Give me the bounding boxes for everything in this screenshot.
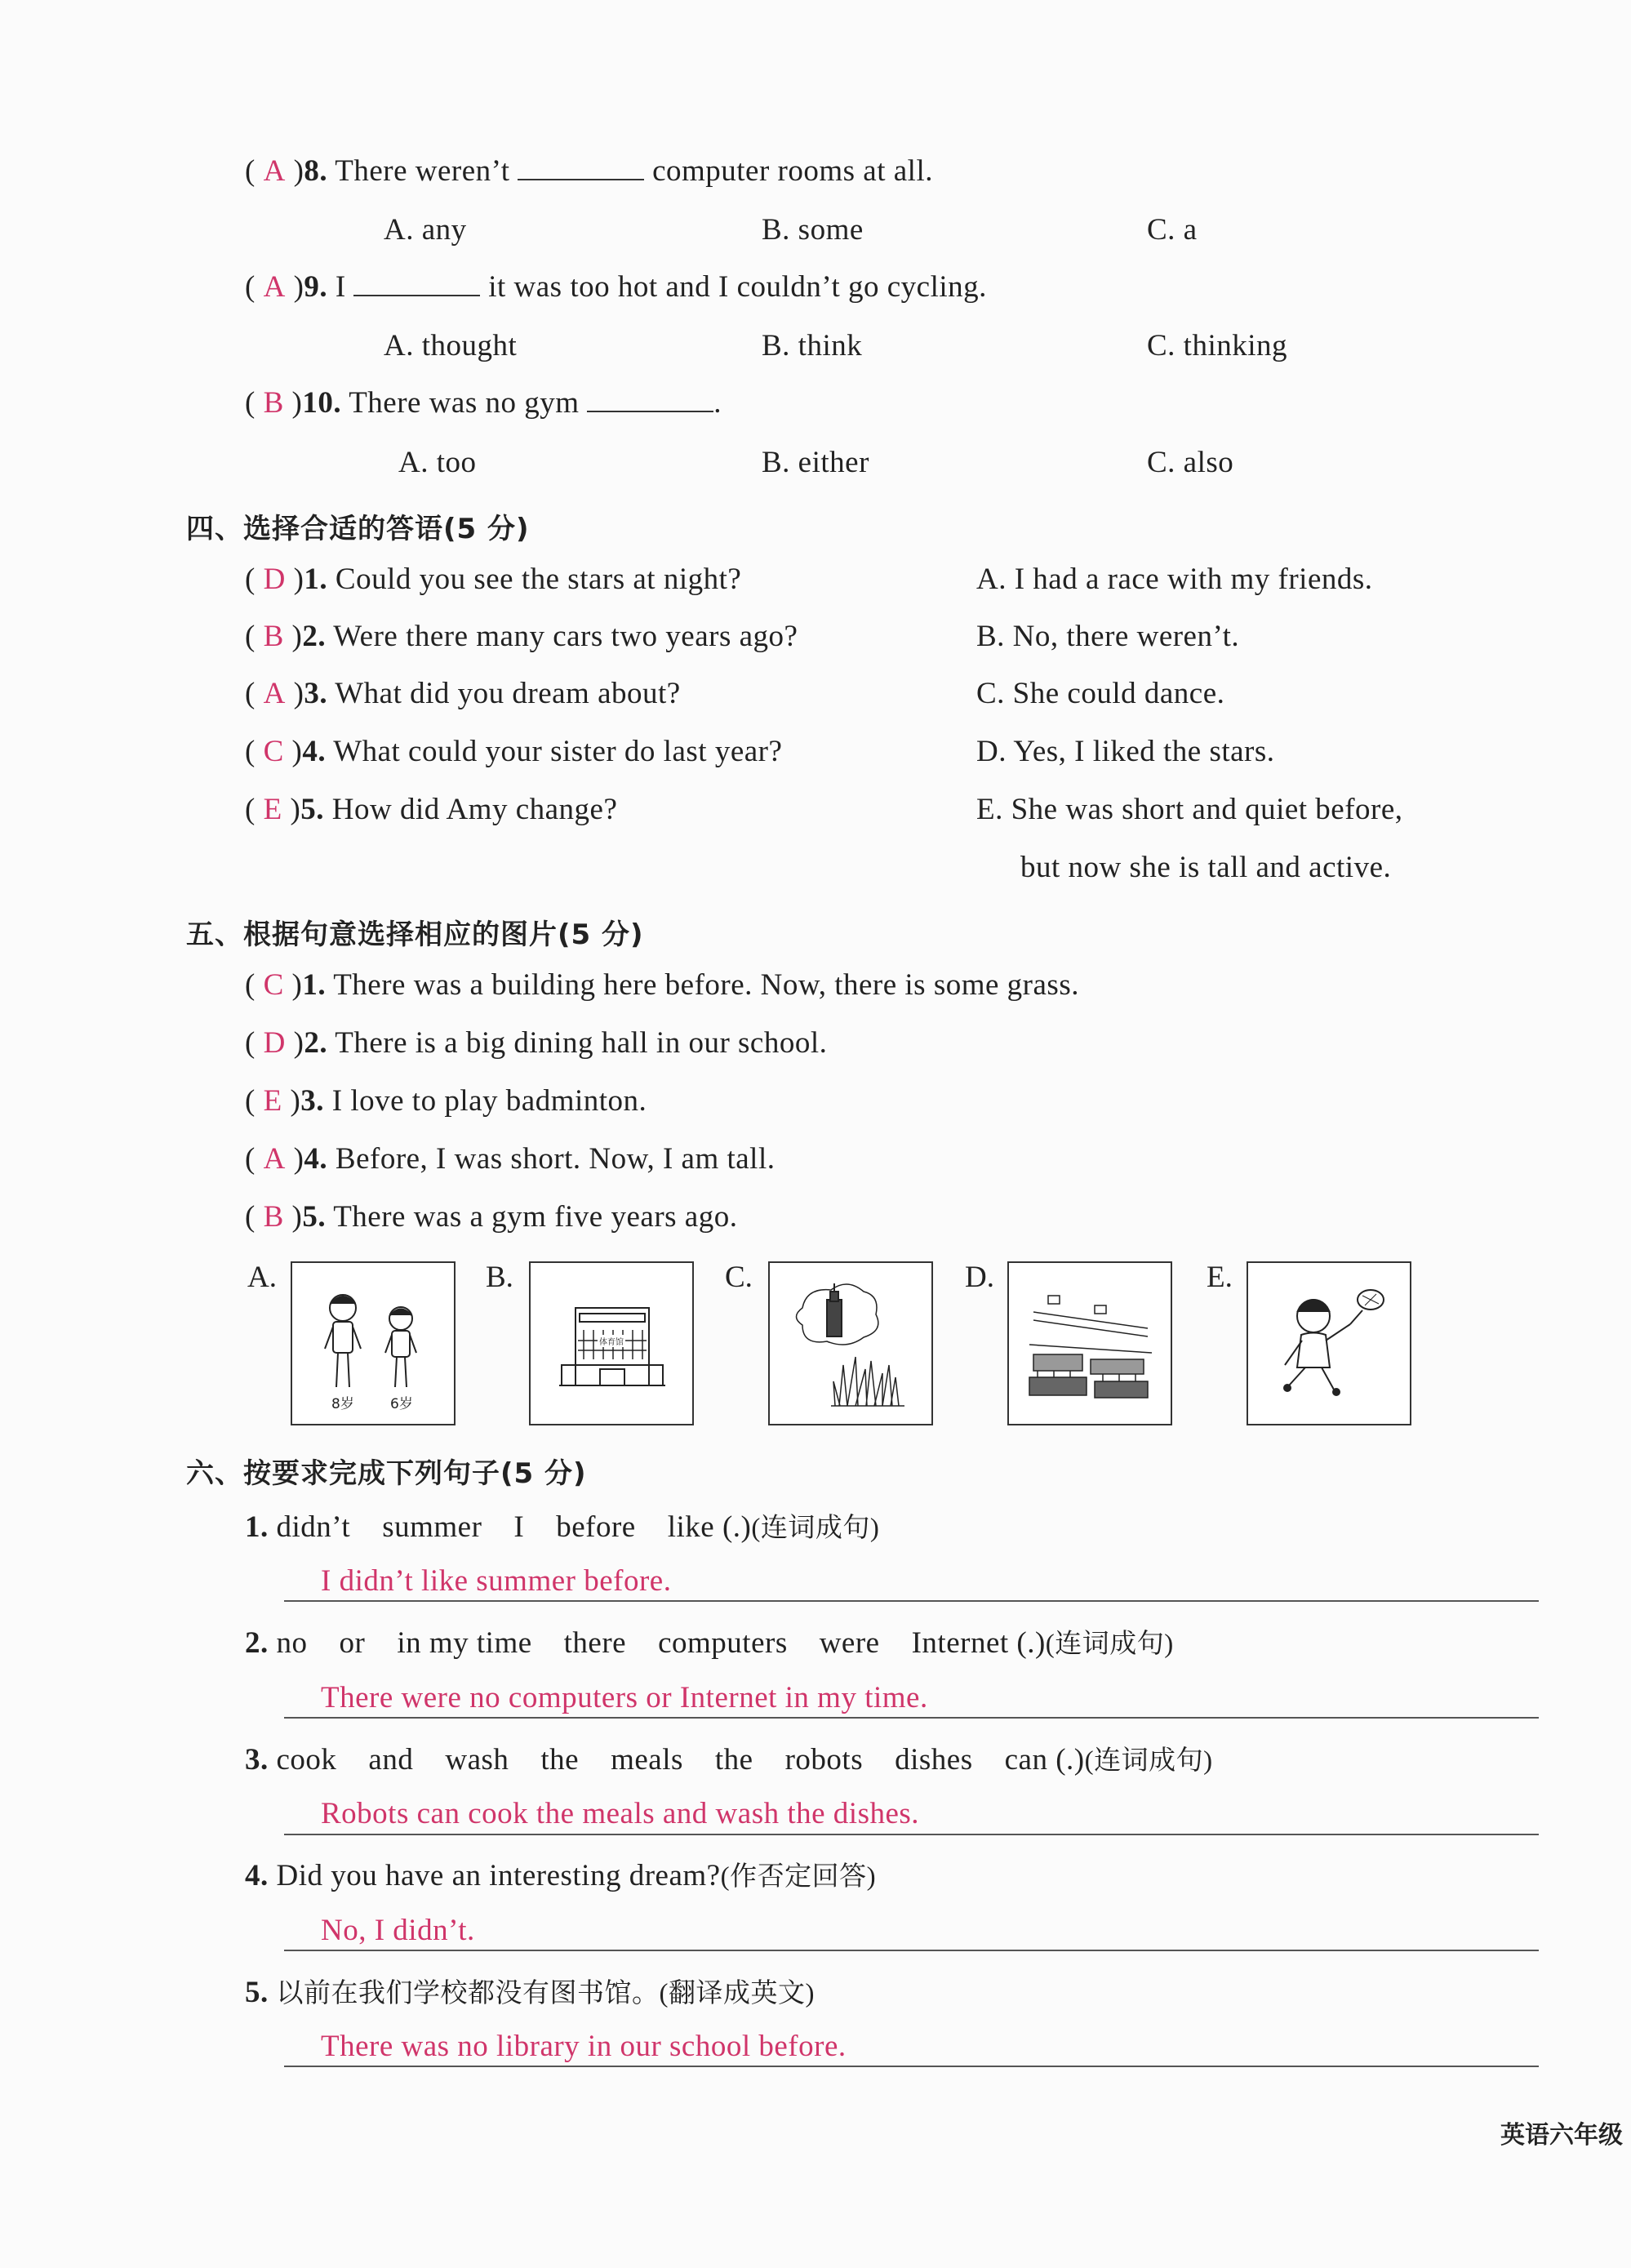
s5-q4-text: Before, I was short. Now, I am tall.: [335, 1142, 776, 1176]
s4-q3-num: 3.: [304, 677, 328, 710]
s3-q9-answer: A: [263, 270, 286, 304]
s6-q5-num: 5.: [245, 1976, 269, 2009]
s4-q3-answer: A: [263, 677, 286, 710]
s5-q3-answer: E: [263, 1084, 282, 1118]
s5-q3-text: I love to play badminton.: [331, 1084, 647, 1118]
s4-q3: ( A )3. What did you dream about?: [245, 677, 681, 710]
s4-q4-answer: C: [263, 735, 284, 768]
s5-q2-answer: D: [263, 1026, 286, 1060]
s3-q8-opt-b: B. some: [762, 213, 864, 247]
s6-q4-answer: No, I didn’t.: [321, 1914, 475, 1947]
s6-q5-instruction: (翻译成英文): [659, 1979, 815, 2008]
s5-q1-text: There was a building here before. Now, there is some grass.: [333, 968, 1079, 1002]
s4-q5-num: 5.: [300, 793, 325, 826]
s5-pic-d: [1007, 1261, 1172, 1425]
s3-q8-num: 8.: [304, 154, 328, 188]
s3-q8-answer: A: [263, 154, 286, 188]
s3-q9-num: 9.: [304, 270, 328, 304]
s5-q1: ( C )1. There was a building here before. Now, there is some grass.: [245, 968, 1079, 1002]
s4-q5-text: How did Amy change?: [331, 793, 618, 826]
s4-q2: ( B )2. Were there many cars two years ago?: [245, 620, 798, 653]
footer-label: 英语六年级: [1500, 2121, 1623, 2150]
s4-response-b: B. No, there weren’t.: [976, 620, 1240, 653]
s6-q4-num: 4.: [245, 1859, 269, 1892]
s3-q8-blank: [518, 154, 644, 180]
s3-q9: ( A )9. I it was too hot and I couldn’t go cycling.: [245, 270, 987, 304]
s6-q1-answer: I didn’t like summer before.: [321, 1564, 672, 1598]
s4-heading: 四、选择合适的答语(5 分): [186, 513, 530, 545]
s5-q5-num: 5.: [302, 1200, 327, 1234]
s6-q2-instruction: (连词成句): [1045, 1630, 1174, 1659]
s5-q5-answer: B: [263, 1200, 284, 1234]
two-boys-icon: [292, 1263, 454, 1424]
s4-q1-answer: D: [263, 563, 286, 596]
s4-response-e-cont: but now she is tall and active.: [1020, 851, 1392, 884]
s3-q10-answer: B: [263, 386, 284, 420]
s4-response-e: E. She was short and quiet before,: [976, 793, 1403, 826]
s3-q10-opt-b: B. either: [762, 446, 869, 479]
s3-q9-opt-b: B. think: [762, 329, 863, 362]
s5-pic-b: [529, 1261, 694, 1425]
s6-q4-prompt: [245, 1855, 876, 1893]
s6-q3-num: 3.: [245, 1743, 269, 1777]
s6-q1-prompt: [245, 1506, 879, 1545]
s5-pic-b-label: B.: [486, 1261, 513, 1294]
s3-q8-opt-a: A. any: [384, 213, 467, 247]
s4-response-c: C. She could dance.: [976, 677, 1225, 710]
s6-q3-prompt: [245, 1739, 1213, 1777]
s5-q4-num: 4.: [304, 1142, 328, 1176]
s5-q2: ( D )2. There is a big dining hall in our school.: [245, 1026, 828, 1060]
s3-q10: ( B )10. There was no gym .: [245, 386, 722, 420]
s6-q2-text: no or in my time there computers were Internet (.): [276, 1626, 1046, 1660]
s6-q2-answer: There were no computers or Internet in my time.: [321, 1681, 928, 1714]
s5-pic-c: [768, 1261, 933, 1425]
s6-q5-answer: There was no library in our school before.: [321, 2030, 847, 2063]
s6-q1-num: 1.: [245, 1510, 269, 1544]
s6-q1-instruction: (连词成句): [751, 1514, 880, 1543]
badminton-player-icon: [1248, 1263, 1410, 1424]
s3-q10-num: 10.: [302, 386, 342, 420]
s3-q8: ( A )8. There weren’t computer rooms at all.: [245, 154, 933, 188]
s5-pic-d-label: D.: [965, 1261, 994, 1294]
s5-q3: ( E )3. I love to play badminton.: [245, 1084, 647, 1118]
s3-q9-blank: [353, 270, 480, 296]
s3-q10-post: .: [713, 386, 722, 420]
s6-q1-text: didn’t summer I before like (.): [276, 1510, 752, 1544]
s5-q2-text: There is a big dining hall in our school.: [335, 1026, 828, 1060]
s4-q2-num: 2.: [302, 620, 327, 653]
s5-pic-a-label: A.: [247, 1261, 277, 1294]
s4-q3-text: What did you dream about?: [335, 677, 681, 710]
s6-q4-answer-line: [284, 1950, 1539, 1951]
s3-q9-opt-a: A. thought: [384, 329, 518, 362]
s4-q4-num: 4.: [302, 735, 327, 768]
pic-a-caption-2: 6岁: [390, 1396, 413, 1412]
s3-q10-opt-a: A. too: [398, 446, 477, 479]
s4-q5-answer: E: [263, 793, 282, 826]
s6-q3-instruction: (连词成句): [1084, 1746, 1213, 1776]
pic-b-sign: 体育馆: [598, 1335, 625, 1347]
pic-a-caption-1: 8岁: [331, 1396, 354, 1412]
s3-q10-blank: [587, 386, 713, 412]
s4-q1-text: Could you see the stars at night?: [335, 563, 742, 596]
s5-pic-e-label: E.: [1207, 1261, 1233, 1294]
s4-q4-text: What could your sister do last year?: [333, 735, 783, 768]
s4-q5: ( E )5. How did Amy change?: [245, 793, 618, 826]
s3-q9-pre: I: [335, 270, 346, 304]
s5-pic-e: [1247, 1261, 1411, 1425]
s6-q5-prompt: [245, 1972, 815, 2010]
s3-q9-post: it was too hot and I couldn’t go cycling.: [488, 270, 987, 304]
s5-q1-answer: C: [263, 968, 284, 1002]
s6-q2-answer-line: [284, 1717, 1539, 1719]
s4-q2-answer: B: [263, 620, 284, 653]
s3-q8-post: computer rooms at all.: [652, 154, 933, 188]
dining-hall-icon: [1009, 1263, 1171, 1424]
s4-q2-text: Were there many cars two years ago?: [333, 620, 798, 653]
s3-q8-pre: There weren’t: [335, 154, 510, 188]
s6-q3-answer-line: [284, 1834, 1539, 1835]
s6-q5-answer-line: [284, 2066, 1539, 2067]
s5-pic-c-label: C.: [725, 1261, 753, 1294]
s6-q3-text: cook and wash the meals the robots dishes can (.): [276, 1743, 1085, 1777]
s5-heading: 五、根据句意选择相应的图片(5 分): [186, 918, 644, 951]
s6-q2-prompt: [245, 1622, 1174, 1661]
s5-q4: ( A )4. Before, I was short. Now, I am tall.: [245, 1142, 776, 1176]
building-grass-icon: [770, 1263, 931, 1424]
s6-q2-num: 2.: [245, 1626, 269, 1660]
s3-q10-opt-c: C. also: [1147, 446, 1234, 479]
s4-q4: ( C )4. What could your sister do last year?: [245, 735, 783, 768]
s4-q1: ( D )1. Could you see the stars at night?: [245, 563, 742, 596]
s3-q10-pre: There was no gym: [349, 386, 580, 420]
s4-response-a: A. I had a race with my friends.: [976, 563, 1373, 596]
s3-q8-opt-c: C. a: [1147, 213, 1198, 247]
s6-q3-answer: Robots can cook the meals and wash the dishes.: [321, 1797, 920, 1830]
s5-q5-text: There was a gym five years ago.: [333, 1200, 738, 1234]
s6-q5-text: 以前在我们学校都没有图书馆。: [276, 1977, 660, 2008]
s6-heading: 六、按要求完成下列句子(5 分): [186, 1457, 587, 1490]
s5-q5: ( B )5. There was a gym five years ago.: [245, 1200, 738, 1234]
s5-pic-a: [291, 1261, 456, 1425]
s4-response-d: D. Yes, I liked the stars.: [976, 735, 1275, 768]
s5-q3-num: 3.: [300, 1084, 325, 1118]
s5-q1-num: 1.: [302, 968, 327, 1002]
s5-q4-answer: A: [263, 1142, 286, 1176]
s3-q9-opt-c: C. thinking: [1147, 329, 1288, 362]
s6-q1-answer-line: [284, 1600, 1539, 1602]
s6-q4-instruction: (作否定回答): [720, 1862, 877, 1892]
s5-q2-num: 2.: [304, 1026, 328, 1060]
s6-q4-text: Did you have an interesting dream?: [276, 1859, 721, 1892]
s4-q1-num: 1.: [304, 563, 328, 596]
